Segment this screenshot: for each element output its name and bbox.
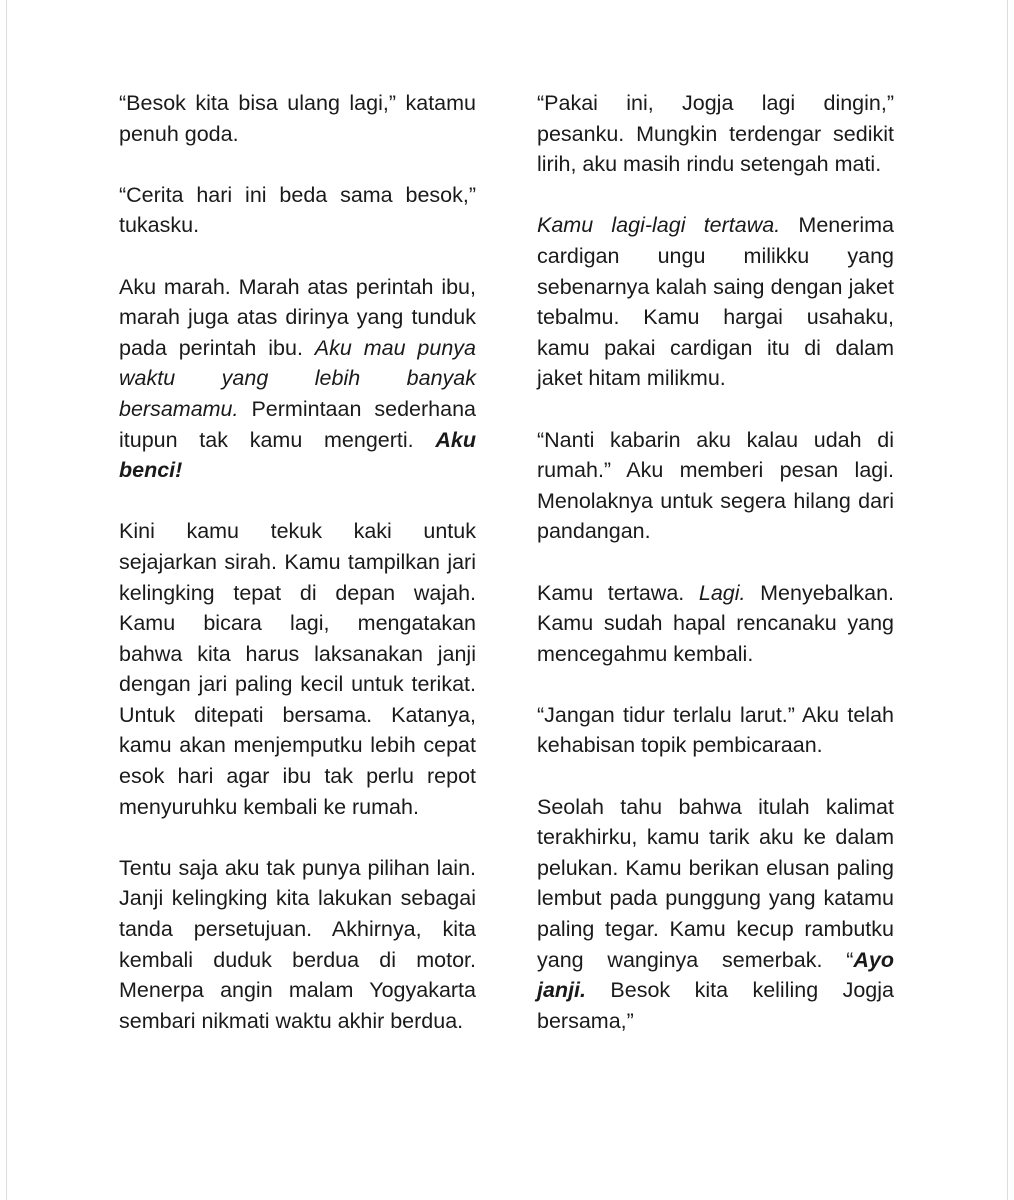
bold-italic-text: Aku benci!: [119, 427, 476, 483]
paragraph: [537, 578, 894, 670]
text-run: Besok kita keliling Jogja bersama,”: [537, 978, 894, 1033]
paragraph: “Cerita hari ini beda sama besok,” tukasku.: [119, 182, 476, 238]
paragraph: “Jangan tidur terlalu larut.” Aku telah kehabisan topik pembicaraan.: [537, 702, 894, 758]
paragraph: [119, 272, 476, 486]
page-border-right: [1007, 0, 1008, 1200]
paragraph: Tentu saja aku tak punya pilihan lain. Janji kelingking kita lakukan sebagai tanda persetujuan. Akhirnya, kita kembali duduk berdua di motor. Menerpa angin malam Yogyakarta sembari nikmati waktu akhir berdua.: [119, 855, 476, 1033]
text-run: Menyebalkan. Kamu sudah hapal rencanaku yang mencegahmu kembali.: [537, 580, 894, 666]
bold-italic-text: Ayo janji.: [537, 947, 894, 1003]
paragraph: “Besok kita bisa ulang lagi,” katamu penuh goda.: [119, 91, 476, 146]
italic-text: Lagi.: [698, 580, 746, 605]
paragraph: Kini kamu tekuk kaki untuk sejajarkan sirah. Kamu tampilkan jari kelingking tepat di depan wajah. Kamu bicara lagi, mengatakan bahwa kita harus laksanakan janji dengan jari paling kecil untuk terikat. Untuk ditepati bersama. Katanya, kamu akan menjemputku lebih cepat esok hari agar ibu tak perlu repot menyuruhku kembali ke rumah.: [119, 519, 476, 819]
text-run: Permintaan sederhana itupun tak kamu mengerti.: [119, 396, 476, 452]
page-border-left: [6, 0, 7, 1200]
text-run: Menerima cardigan ungu milikku yang sebenarnya kalah saing dengan jaket tebalmu. Kamu hargai usahaku, kamu pakai cardigan itu di dalam jaket hitam milikmu.: [537, 213, 894, 391]
paragraph: [537, 210, 894, 394]
left-column: [119, 88, 476, 1036]
text-run: Kamu tertawa.: [537, 580, 699, 605]
paragraph: [537, 792, 894, 1037]
text-run: Aku marah. Marah atas perintah ibu, marah juga atas dirinya yang tunduk pada perintah ibu.: [119, 274, 476, 360]
italic-text: Kamu lagi-lagi tertawa.: [537, 213, 781, 238]
right-column: [537, 88, 894, 1036]
italic-text: Aku mau punya waktu yang lebih banyak bersamamu.: [119, 335, 476, 421]
text-run: Seolah tahu bahwa itulah kalimat terakhirku, kamu tarik aku ke dalam pelukan. Kamu berikan elusan paling lembut pada punggung yang katamu paling tegar. Kamu kecup rambutku yang wanginya semerbak. “: [537, 794, 894, 972]
paragraph: “Pakai ini, Jogja lagi dingin,” pesanku. Mungkin terdengar sedikit lirih, aku masih rindu setengah mati.: [537, 91, 894, 177]
paragraph: “Nanti kabarin aku kalau udah di rumah.” Aku memberi pesan lagi. Menolaknya untuk segera hilang dari pandangan.: [537, 427, 894, 544]
